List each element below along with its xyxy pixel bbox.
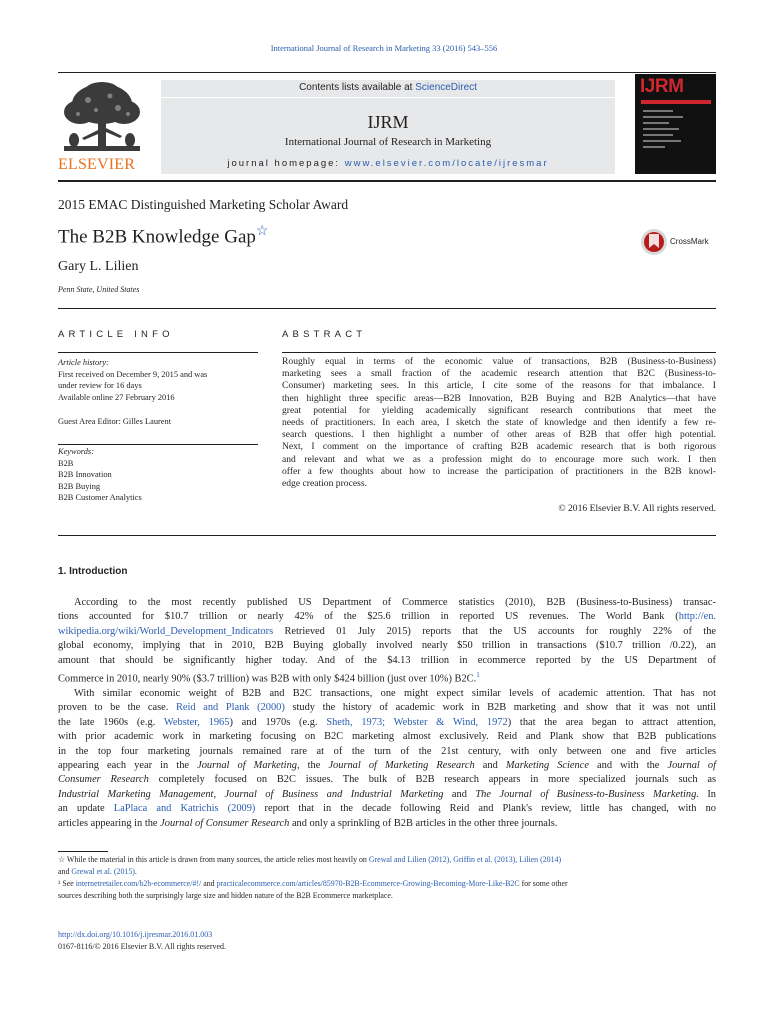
italic-text: Industrial Marketing Management, Journal of Business and Industrial Marketing <box>58 788 444 800</box>
italic-text: Journal of Consumer Research <box>160 817 290 829</box>
introduction-body <box>58 596 716 831</box>
doi-block <box>58 929 226 953</box>
reference-link[interactable]: LaPlaca and Katrichis (2009) <box>113 803 256 815</box>
italic-text: Consumer Research <box>58 774 149 786</box>
title-footnote-star[interactable]: ☆ <box>255 224 269 239</box>
abstract-line: Consumer) marketing sees. In this article, I cite some of the reasons for that imbalance. I <box>282 380 716 392</box>
abstract-line: edge creation process. <box>282 478 367 490</box>
elsevier-wordmark: ELSEVIER <box>58 156 136 173</box>
reference-link[interactable]: practicalecommerce.com/articles/85970-B2B-Ecommerce-Growing-Becoming-More-Like-B2C <box>216 879 520 888</box>
crossmark-icon <box>640 228 668 256</box>
keyword-item: B2B <box>58 458 74 468</box>
paragraph-line: with prior academic work in marketing focusing on B2C marketing almost exclusively. Reid and Plank show that B2B publications <box>58 731 716 743</box>
band-divider <box>161 97 615 98</box>
footnote-line: ¹ See internetretailer.com/b2b-ecommerce/#!/ and practicalecommerce.com/articles/85970-B2B-Ecommerce-Growing-Becoming-More-Like-B2C for some other <box>58 879 568 888</box>
doi-link[interactable]: http://dx.doi.org/10.1016/j.ijresmar.2016.01.003 <box>58 930 213 939</box>
paragraph-line: tions accounted for $10.7 trillion or nearly 42% of the $25.6 trillion in reported US revenues. The World Bank (http://en. <box>58 611 716 623</box>
abstract-line: needs of practitioners. In each area, I sketch the state of knowledge and then identify a few re- <box>282 417 716 429</box>
footnote-ref[interactable]: 1 <box>476 671 480 680</box>
world-bank-link[interactable]: http://en. <box>678 611 716 623</box>
history-line: First received on December 9, 2015 and was <box>58 369 208 379</box>
abstract-rule <box>282 352 716 353</box>
abstract-line: marketing sees a small fraction of the academic research attention that B2C (Business-to- <box>282 368 716 380</box>
abstract-line: then highlight three specific areas—B2B Innovation, B2B Buying and B2B Analytics—that have <box>282 392 716 404</box>
paragraph-line: amount that should be significantly higher today. And of the $4.13 trillion in ecommerce reported by the US Department of <box>58 654 716 666</box>
award-subtitle: 2015 EMAC Distinguished Marketing Scholar Award <box>58 197 349 212</box>
contents-available-line: Contents lists available at ScienceDirect <box>299 82 477 93</box>
history-line: Available online 27 February 2016 <box>58 392 175 402</box>
paragraph-line: appearing each year in the Journal of Marketing, the Journal of Marketing Research and Marketing Science and with the Journal of <box>58 759 716 771</box>
abstract-line: search questions. I then highlight a number of other areas of B2B that offer high potential. <box>282 429 716 441</box>
paragraph-line: Commerce in 2010, nearly 90% ($3.7 trillion) was B2B with only $424 billion (just over 10%) B2C.$^1$ <box>58 671 480 685</box>
reference-link[interactable]: Webster, 1965 <box>163 716 230 728</box>
paragraph-line: an update LaPlaca and Katrichis (2009) report that in the decade following Reid and Plank's review, little has changed, with no <box>58 803 716 815</box>
world-bank-link[interactable]: wikipedia.org/wiki/World_Development_Indicators <box>58 625 274 637</box>
header-top-rule <box>58 72 716 73</box>
italic-text: Marketing Science <box>505 759 589 771</box>
footnote-line: and Grewal et al. (2015). <box>58 867 137 876</box>
journal-homepage-link[interactable]: www.elsevier.com/locate/ijresmar <box>344 158 549 169</box>
abstract-line: offer a few thoughts about how to increase the participation of practitioners in the B2B knowl- <box>282 465 716 477</box>
reference-link[interactable]: Grewal et al. (2015) <box>71 867 135 876</box>
abstract-line: and relevant and what we as a profession might do to encourage more such work. I then <box>282 453 716 465</box>
italic-text: The Journal of Business-to-Business Marketing <box>475 788 697 800</box>
paragraph-line: proven to be the case. Reid and Plank (2000) study the history of academic work in B2B marketing and show that it was not until <box>58 702 716 714</box>
header-bottom-rule <box>58 180 716 182</box>
abstract-line: Roughly equal in terms of the economic value of transactions, B2B (Business-to-Business) <box>282 356 716 367</box>
guest-editor: Guest Area Editor: Gilles Laurent <box>58 417 172 426</box>
abstract-body <box>282 356 716 490</box>
reference-link[interactable]: internetretailer.com/b2b-ecommerce/#!/ <box>75 879 202 888</box>
keyword-item: B2B Buying <box>58 481 101 491</box>
crossmark-button[interactable] <box>640 228 720 256</box>
paragraph-line: With similar economic weight of B2B and B2C transactions, one might expect similar levels of academic attention. That has not <box>74 687 716 699</box>
footnote-rule <box>58 851 108 852</box>
article-title: The B2B Knowledge Gap☆ <box>58 224 269 248</box>
journal-full-name: International Journal of Research in Marketing <box>284 136 492 148</box>
reference-link[interactable]: Reid and Plank (2000) <box>175 702 285 714</box>
article-history <box>58 357 258 403</box>
journal-citation-link[interactable]: International Journal of Research in Marketing 33 (2016) 543–556 <box>270 43 498 53</box>
paragraph-line: global economy, implying that in 2010, B2B Buying globally involved nearly $50 trillion in transactions ($10.7 trillion /0.22), an <box>58 640 716 652</box>
section-heading-introduction: 1. Introduction <box>58 566 128 577</box>
italic-text: Journal of Marketing Research <box>328 759 475 771</box>
abstract-copyright: © 2016 Elsevier B.V. All rights reserved. <box>558 503 716 514</box>
issn-line: 0167-8116/© 2016 Elsevier B.V. All rights reserved. <box>58 942 227 951</box>
journal-abbreviation: IJRM <box>367 112 409 132</box>
article-history-label: Article history: <box>58 358 109 367</box>
paragraph-line: articles appearing in the Journal of Consumer Research and only a sprinkling of B2B articles in the other three journals. <box>58 817 558 829</box>
italic-text: Journal of <box>667 759 716 771</box>
keywords-label: Keywords: <box>58 447 94 456</box>
footnotes <box>58 854 716 902</box>
footnote-line: ☆ While the material in this article is drawn from many sources, the article relies most heavily on Grewal and Lilien (2012), Griffin et al. (2013), Lilien (2014) <box>58 855 562 864</box>
cover-decoration <box>641 100 711 170</box>
reference-link[interactable]: Grewal and Lilien (2012), Griffin et al. (2013), Lilien (2014) <box>368 855 562 864</box>
paragraph-line: the late 1960s (e.g. Webster, 1965) and 1970s (e.g. Sheth, 1973; Webster & Wind, 1972) that the area began to attract attention, <box>58 716 716 728</box>
abstract-line: great potential for yielding academically significant research contributions that meet the <box>282 404 716 416</box>
cover-title: IJRM <box>640 76 684 97</box>
keywords-list <box>58 446 142 504</box>
crossmark-label: CrossMark <box>670 237 709 246</box>
keyword-item: B2B Innovation <box>58 470 112 479</box>
abstract-line: Next, I comment on the importance of crafting B2B academic research that is both rigorous <box>282 441 716 453</box>
sciencedirect-link[interactable]: ScienceDirect <box>415 82 477 93</box>
paragraph-line: Consumer Research completely focused on B2C issues. The bulk of B2B research appears in more specialized journals such as <box>58 774 716 786</box>
author-name: Gary L. Lilien <box>58 259 139 274</box>
front-matter-rule <box>58 535 716 536</box>
keyword-item: B2B Customer Analytics <box>58 493 142 502</box>
italic-text: Journal of Marketing <box>197 759 297 771</box>
paragraph-line: Industrial Marketing Management, Journal of Business and Industrial Marketing and The Journal of Business-to-Business Marketing. In <box>58 788 716 800</box>
paragraph-line: in the top four marketing journals remained rare at of the turn of the 21st century, with only between one and five articles <box>58 745 716 757</box>
history-line: under review for 16 days <box>58 381 142 390</box>
paragraph-line: According to the most recently published US Department of Commerce statistics (2010), B2B (Business-to-Business) transac- <box>74 597 716 608</box>
author-affiliation: Penn State, United States <box>58 285 140 294</box>
article-info-heading: ARTICLE INFO <box>58 329 174 340</box>
article-info-rule <box>58 352 258 353</box>
footnote-line: sources describing both the surprisingly large size and hidden nature of the B2B Ecommerce marketplace. <box>58 891 393 900</box>
keywords-rule <box>58 444 258 445</box>
paragraph-line: wikipedia.org/wiki/World_Development_Indicators Retrieved 01 July 2015) reports that the US accounts for roughly 22% of the <box>58 625 716 637</box>
journal-homepage-line: journal homepage: www.elsevier.com/locate/ijresmar <box>227 158 549 169</box>
reference-link[interactable]: Sheth, 1973; Webster & Wind, 1972 <box>326 716 508 728</box>
title-bottom-rule <box>58 308 716 309</box>
abstract-heading: ABSTRACT <box>282 329 367 340</box>
